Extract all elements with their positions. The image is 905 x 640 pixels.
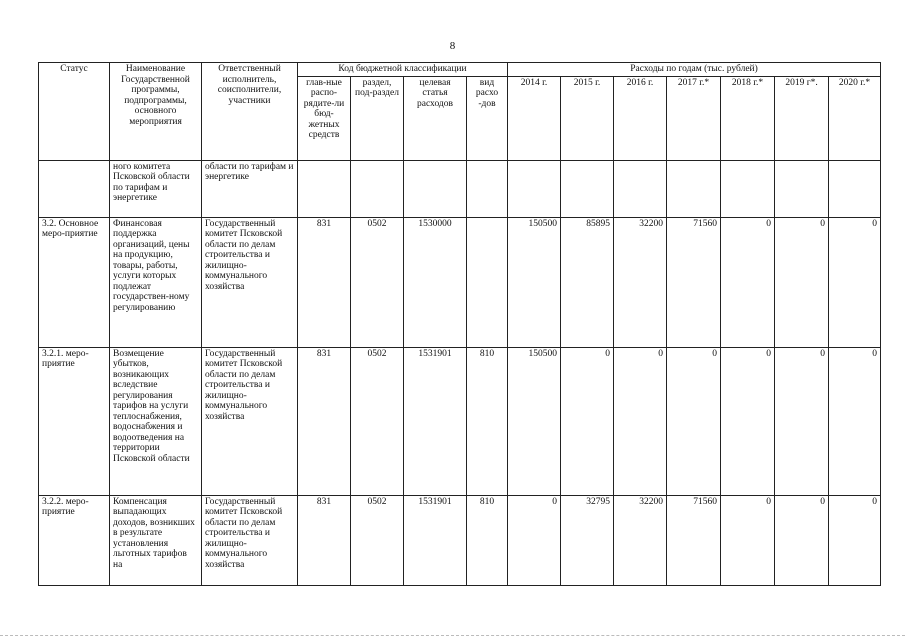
table-row <box>39 160 881 217</box>
row-section: 0502 <box>351 347 404 495</box>
table-row <box>39 495 881 585</box>
row-target: 1531901 <box>404 347 467 495</box>
header-year-2017: 2017 г.* <box>667 76 721 160</box>
row-status: 3.2.2. меро-приятие <box>39 495 110 585</box>
table-row <box>39 217 881 347</box>
row-value-2019: 0 <box>775 217 829 347</box>
row-target: 1530000 <box>404 217 467 347</box>
row-value-2015: 0 <box>561 347 614 495</box>
table-row <box>39 347 881 495</box>
row-kind: 810 <box>467 347 508 495</box>
row-value-2019: 0 <box>775 495 829 585</box>
header-expenses-group: Расходы по годам (тыс. рублей) <box>508 63 881 77</box>
scan-edge <box>0 635 905 640</box>
row-target: 1531901 <box>404 495 467 585</box>
header-year-2019: 2019 г*. <box>775 76 829 160</box>
row-executor: Государственный комитет Псковской области по делам строительства и жилищно-коммунального хозяйства <box>202 495 298 585</box>
row-executor: Государственный комитет Псковской области по делам строительства и жилищно-коммунального хозяйства <box>202 347 298 495</box>
row-value-2014: 0 <box>508 495 561 585</box>
row-section: 0502 <box>351 495 404 585</box>
header-grbs: глав-ные распо-рядите-ли бюд-жетных средств <box>298 76 351 160</box>
row-value-2018 <box>721 160 775 217</box>
row-value-2017: 71560 <box>667 217 721 347</box>
row-name: Финансовая поддержка организаций, цены на продукцию, товары, работы, услуги которых подлежат государствен-ному регулированию <box>110 217 202 347</box>
row-name: Компенсация выпадающих доходов, возникших в результате установления льготных тарифов на <box>110 495 202 585</box>
row-kind <box>467 160 508 217</box>
row-value-2020: 0 <box>829 347 881 495</box>
header-year-2020: 2020 г.* <box>829 76 881 160</box>
header-kind: вид расхо -дов <box>467 76 508 160</box>
row-status <box>39 160 110 217</box>
header-year-2018: 2018 г.* <box>721 76 775 160</box>
row-section <box>351 160 404 217</box>
row-value-2019 <box>775 160 829 217</box>
row-value-2018: 0 <box>721 217 775 347</box>
row-value-2016: 0 <box>614 347 667 495</box>
row-value-2015 <box>561 160 614 217</box>
row-value-2020: 0 <box>829 495 881 585</box>
row-name: Возмещение убытков, возникающих вследствие регулирования тарифов на услуги теплоснабжения, водоснабжения и водоотведения на территории Псковской области <box>110 347 202 495</box>
page-number: 8 <box>449 40 456 52</box>
header-section: раздел, под-раздел <box>351 76 404 160</box>
row-value-2014 <box>508 160 561 217</box>
header-budget-code-group: Код бюджетной классификации <box>298 63 508 77</box>
header-name: Наименование Государственной программы, подпрограммы, основного мероприятия <box>110 63 202 161</box>
row-name: ного комитета Псковской области по тарифам и энергетике <box>110 160 202 217</box>
header-year-2014: 2014 г. <box>508 76 561 160</box>
row-status: 3.2. Основное меро-приятие <box>39 217 110 347</box>
header-status: Статус <box>39 63 110 161</box>
header-executor: Ответственный исполнитель, соисполнители, участники <box>202 63 298 161</box>
budget-table <box>38 62 881 586</box>
row-section: 0502 <box>351 217 404 347</box>
row-grbs: 831 <box>298 217 351 347</box>
row-value-2019: 0 <box>775 347 829 495</box>
header-year-2015: 2015 г. <box>561 76 614 160</box>
header-target: целевая статья расходов <box>404 76 467 160</box>
row-grbs <box>298 160 351 217</box>
row-value-2018: 0 <box>721 495 775 585</box>
row-value-2017: 0 <box>667 347 721 495</box>
row-grbs: 831 <box>298 495 351 585</box>
row-target <box>404 160 467 217</box>
row-value-2020 <box>829 160 881 217</box>
row-value-2014: 150500 <box>508 217 561 347</box>
row-value-2017 <box>667 160 721 217</box>
row-executor: Государственный комитет Псковской области по делам строительства и жилищно-коммунального хозяйства <box>202 217 298 347</box>
row-value-2015: 32795 <box>561 495 614 585</box>
header-year-2016: 2016 г. <box>614 76 667 160</box>
row-value-2017: 71560 <box>667 495 721 585</box>
row-value-2016 <box>614 160 667 217</box>
row-value-2018: 0 <box>721 347 775 495</box>
row-status: 3.2.1. меро-приятие <box>39 347 110 495</box>
row-value-2015: 85895 <box>561 217 614 347</box>
row-grbs: 831 <box>298 347 351 495</box>
row-value-2014: 150500 <box>508 347 561 495</box>
row-kind <box>467 217 508 347</box>
row-executor: области по тарифам и энергетике <box>202 160 298 217</box>
row-value-2016: 32200 <box>614 495 667 585</box>
row-value-2020: 0 <box>829 217 881 347</box>
row-value-2016: 32200 <box>614 217 667 347</box>
row-kind: 810 <box>467 495 508 585</box>
